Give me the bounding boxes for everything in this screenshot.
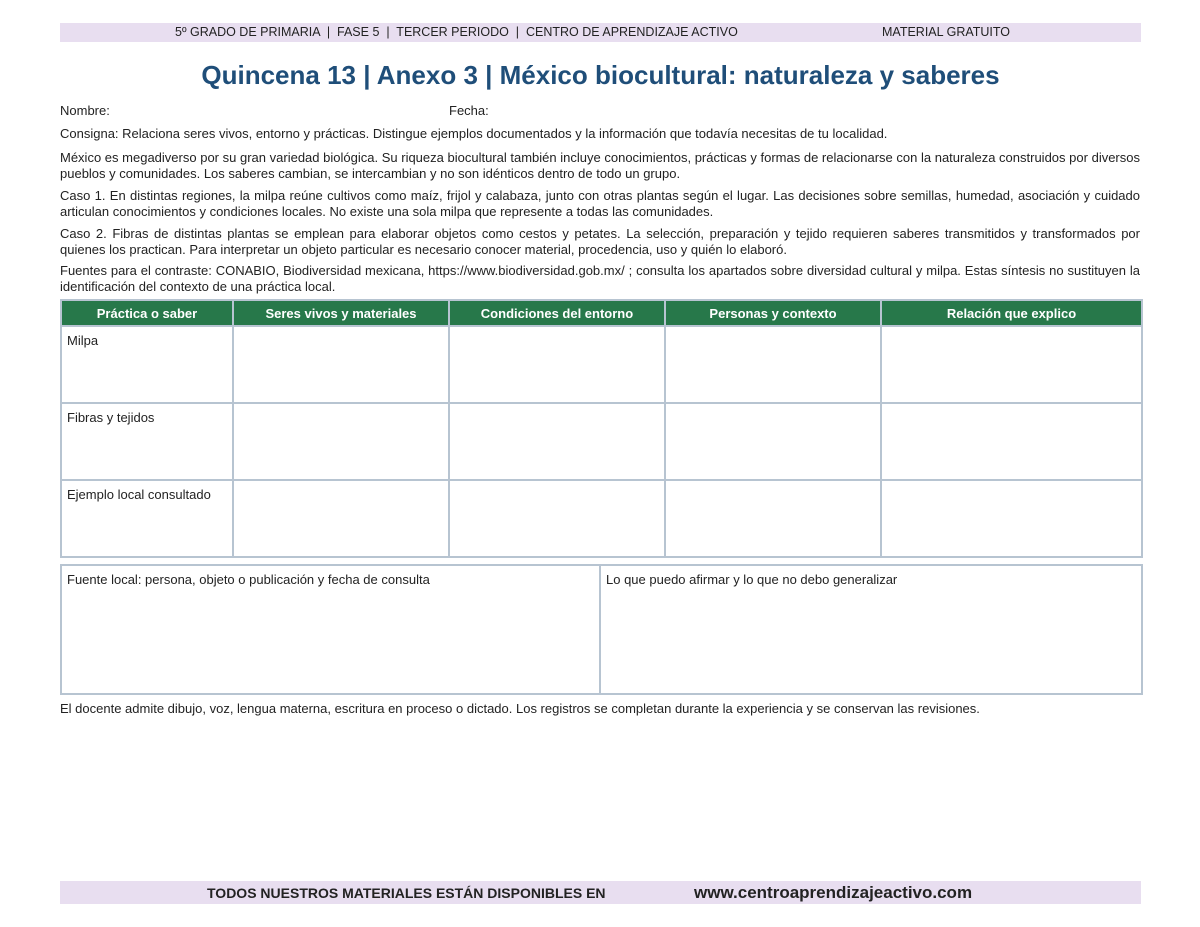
practices-table (60, 299, 1143, 558)
answer-cell[interactable] (233, 480, 449, 557)
reflection-boxes (60, 564, 1143, 695)
column-header-relation: Relación que explico (881, 300, 1142, 326)
name-field-label: Nombre: (60, 103, 110, 118)
answer-cell[interactable] (233, 326, 449, 403)
footer-website-link[interactable]: www.centroaprendizajeactivo.com (694, 883, 973, 902)
conclusions-box[interactable]: Lo que puedo afirmar y lo que no debo generalizar (600, 565, 1142, 694)
instruction-text: Consigna: Relaciona seres vivos, entorno y prácticas. Distingue ejemplos documentados y la información que todavía necesitas de tu localidad. (60, 126, 888, 141)
row-label-milpa: Milpa (61, 326, 233, 403)
header-info: 5º GRADO DE PRIMARIA | FASE 5 | TERCER PERIODO | CENTRO DE APRENDIZAJE ACTIVO (175, 25, 738, 39)
date-field-label: Fecha: (449, 103, 489, 118)
answer-cell[interactable] (665, 480, 881, 557)
answer-cell[interactable] (881, 403, 1142, 480)
footer-text: TODOS NUESTROS MATERIALES ESTÁN DISPONIBLES EN (207, 885, 606, 901)
teacher-note: El docente admite dibujo, voz, lengua materna, escritura en proceso o dictado. Los registros se completan durante la experiencia y se conservan las revisiones. (60, 701, 980, 716)
page-title: Quincena 13 | Anexo 3 | México biocultural: naturaleza y saberes (201, 60, 1000, 90)
case-2-paragraph: Caso 2. Fibras de distintas plantas se emplean para elaborar objetos como cestos y petates. La selección, preparación y tejido requieren saberes transmitidos y transformados por quienes los practican. Para interpretar un objeto particular es necesario conocer material, procedencia, uso y quién lo elaboró. (60, 226, 1140, 257)
table-row (61, 403, 1142, 480)
column-header-living-beings: Seres vivos y materiales (233, 300, 449, 326)
table-row (61, 326, 1142, 403)
answer-cell[interactable] (665, 403, 881, 480)
intro-paragraph: México es megadiverso por su gran variedad biológica. Su riqueza biocultural también incluye conocimientos, prácticas y formas de relacionarse con la naturaleza construidos por diversos pueblos y comunidades. Los saberes cambian, se intercambian y no son idénticos dentro de todo un grupo. (60, 150, 1140, 181)
answer-cell[interactable] (881, 326, 1142, 403)
row-label-fibers: Fibras y tejidos (61, 403, 233, 480)
header-free-material: MATERIAL GRATUITO (882, 25, 1011, 39)
column-header-environment: Condiciones del entorno (449, 300, 665, 326)
column-header-people: Personas y contexto (665, 300, 881, 326)
answer-cell[interactable] (449, 480, 665, 557)
answer-cell[interactable] (665, 326, 881, 403)
table-header-row (61, 300, 1142, 326)
case-1-paragraph: Caso 1. En distintas regiones, la milpa reúne cultivos como maíz, frijol y calabaza, junto con otras plantas según el lugar. Las decisiones sobre semillas, humedad, asociación y cuidado articulan conocimientos y condiciones locales. No existe una sola milpa que represente a todas las comunidades. (60, 188, 1140, 219)
local-source-box[interactable]: Fuente local: persona, objeto o publicación y fecha de consulta (61, 565, 600, 694)
sources-paragraph: Fuentes para el contraste: CONABIO, Biodiversidad mexicana, https://www.biodiversidad.gob.mx/ ; consulta los apartados sobre diversidad cultural y milpa. Estas síntesis no sustituyen la identificación del contexto de una práctica local. (60, 263, 1140, 294)
header-banner (60, 23, 1141, 42)
table-row (61, 480, 1142, 557)
answer-cell[interactable] (881, 480, 1142, 557)
answer-cell[interactable] (449, 403, 665, 480)
answer-cell[interactable] (233, 403, 449, 480)
column-header-practice: Práctica o saber (61, 300, 233, 326)
row-label-local-example: Ejemplo local consultado (61, 480, 233, 557)
answer-cell[interactable] (449, 326, 665, 403)
footer-banner (60, 881, 1141, 904)
